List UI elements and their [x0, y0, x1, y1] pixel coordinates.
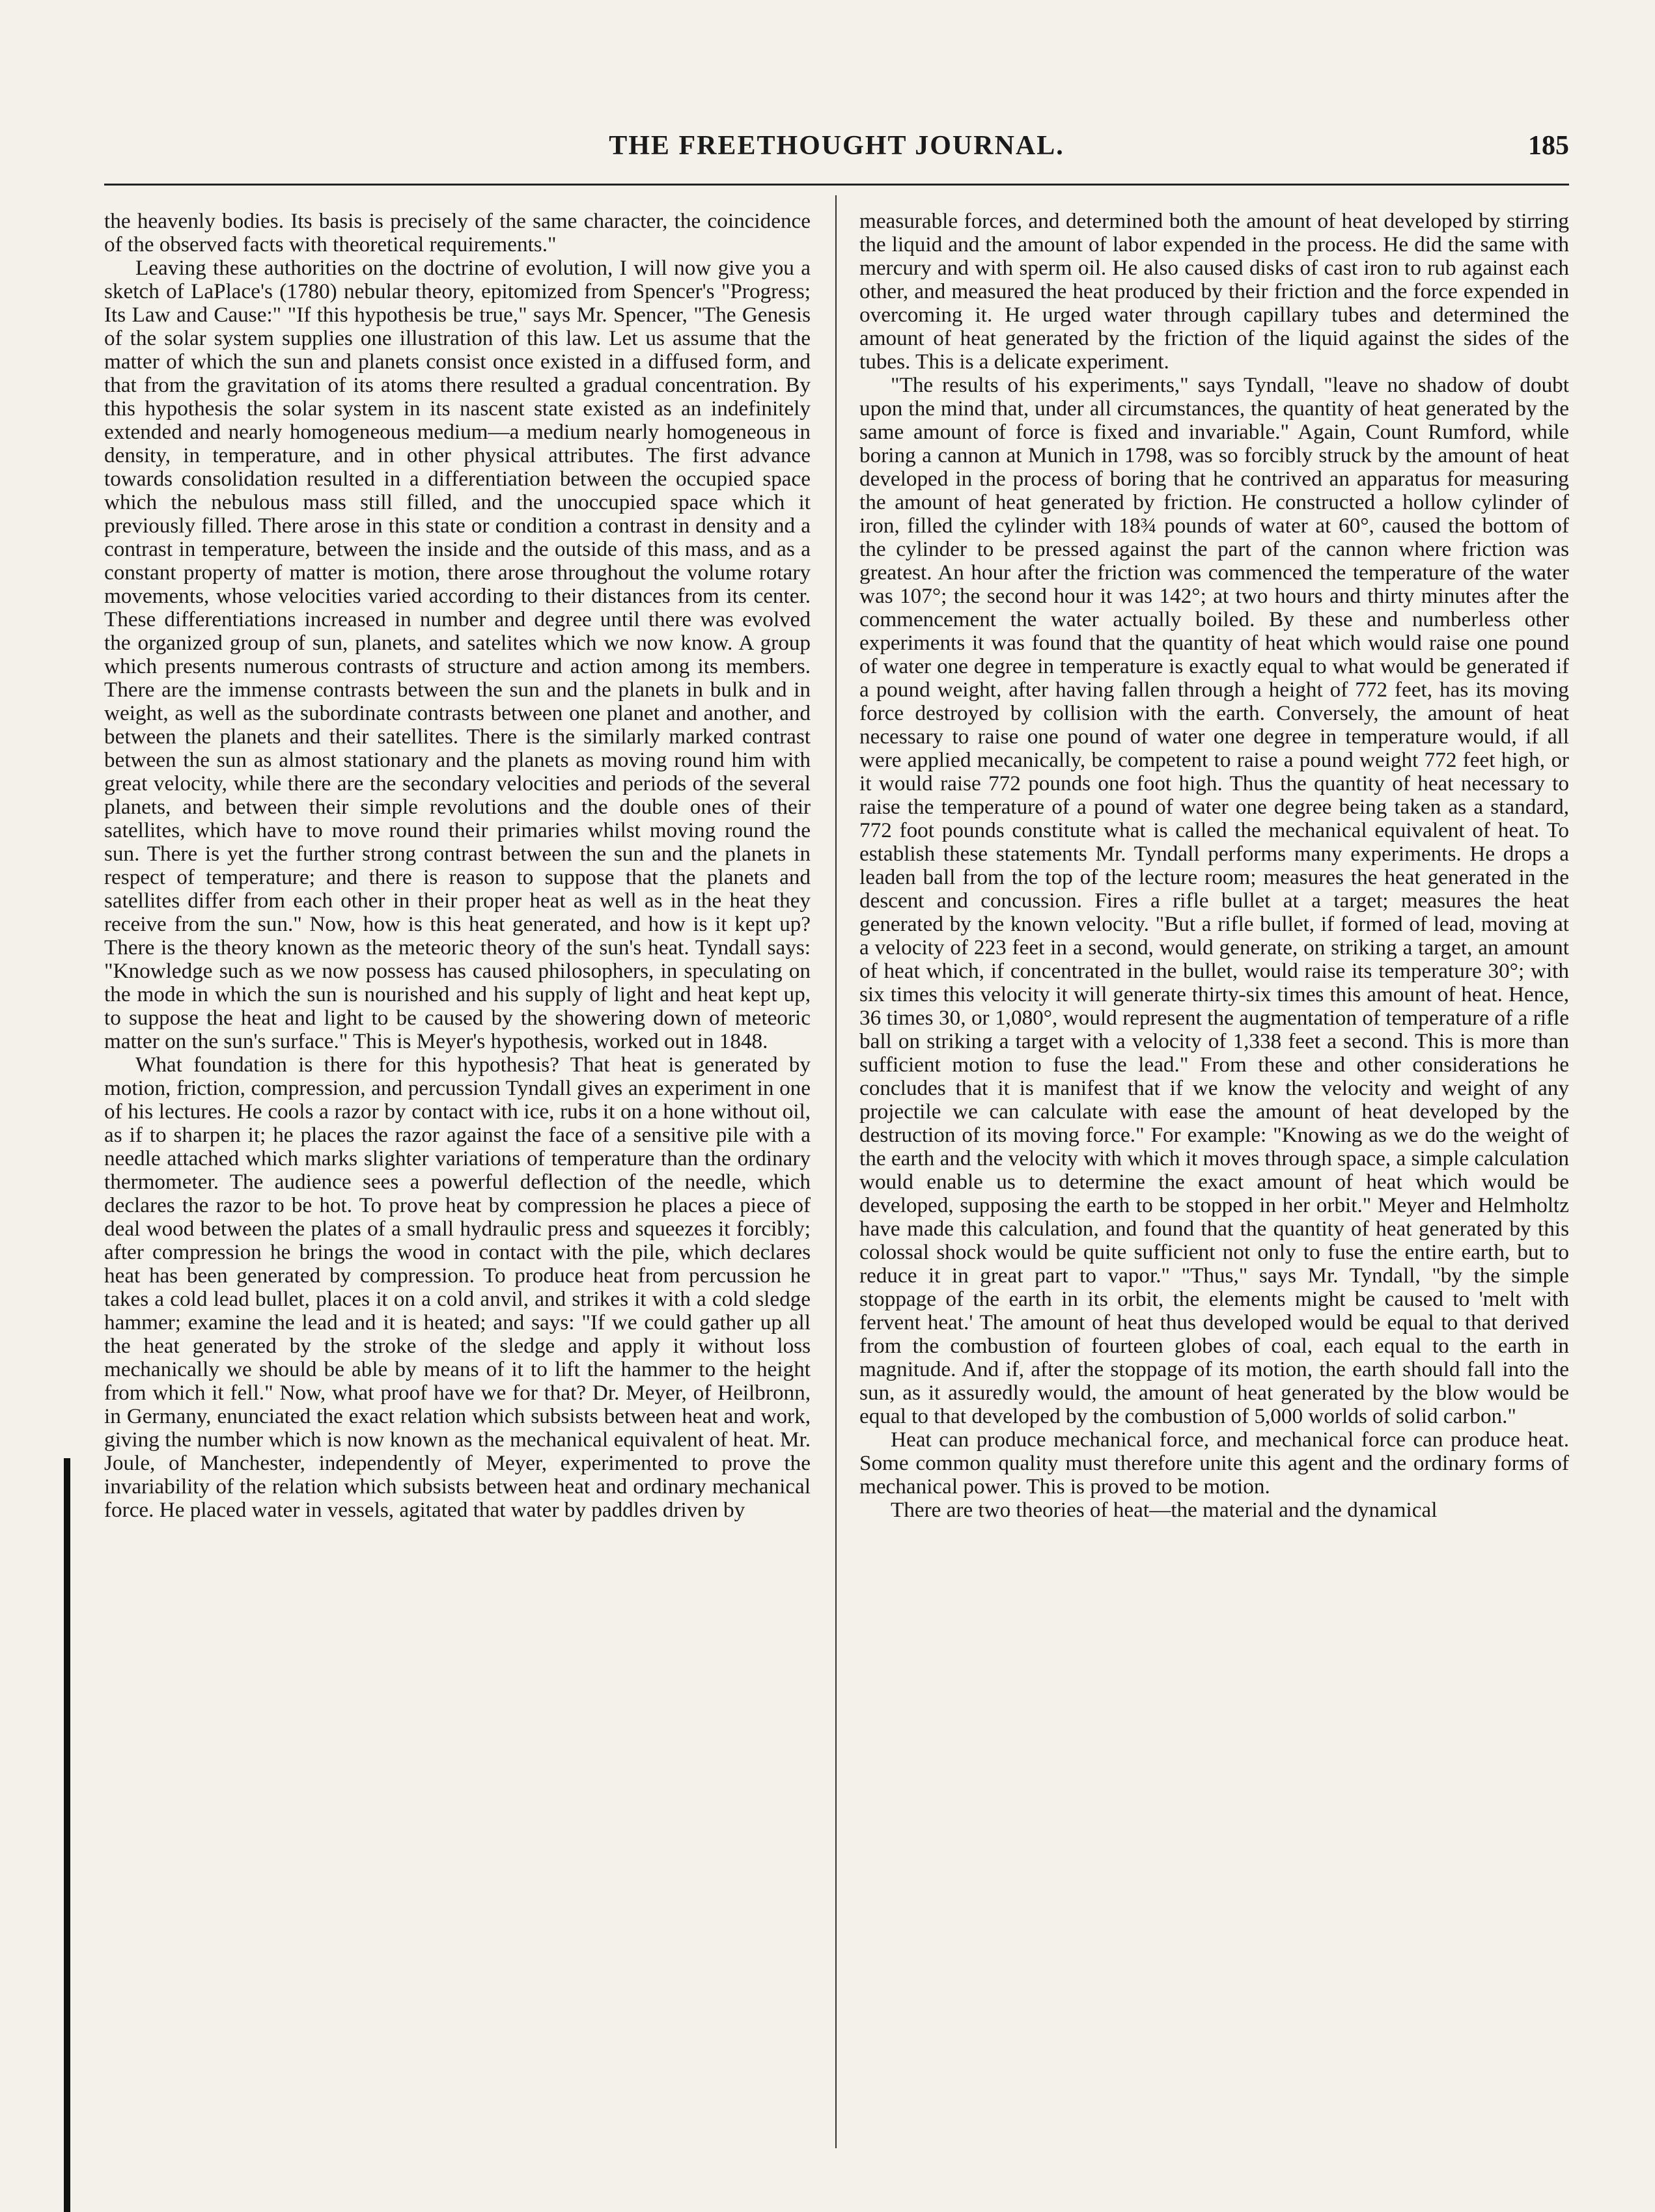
paragraph: "The results of his experiments," says Tyndall, "leave no shadow of doubt upon the mind that, under all circumstances, the quantity of heat generated by the same amount of force is fixed and invariable." Again, Count Rumford, while boring a cannon at Munich in 1798, was so forcibly struck by the amount of heat developed in the process of boring that he contrived an apparatus for measuring the amount of heat generated by friction. He constructed a hollow cylinder of iron, filled the cylinder with 18¾ pounds of water at 60°, caused the bottom of the cylinder to be pressed against the part of the cannon where friction was greatest. An hour after the friction was commenced the temperature of the water was 107°; the second hour it was 142°; at two hours and thirty minutes after the commencement the water actually boiled. By these and numberless other experiments it was found that the quantity of heat which would raise one pound of water one degree in temperature is exactly equal to what would be generated if a pound weight, after having fallen through a height of 772 feet, has its moving force destroyed by collision with the earth. Conversely, the amount of heat necessary to raise one pound of water one degree in temperature would, if all were applied mecanically, be competent to raise a pound weight 772 feet high, or it would raise 772 pounds one foot high. Thus the quantity of heat necessary to raise the temperature of a pound of water one degree being taken as a standard, 772 foot pounds constitute what is called the mechanical equivalent of heat. To establish these statements Mr. Tyndall performs many experiments. He drops a leaden ball from the top of the lecture room; measures the heat generated in the descent and concussion. Fires a rifle bullet at a target; measures the heat generated by the known velocity. "But a rifle bullet, if formed of lead, moving at a velocity of 223 feet in a second, would generate, on striking a target, an amount of heat which, if concentrated in the bullet, would raise its temperature 30°; with six times this velocity it will generate thirty-six times this amount of heat. Hence, 36 times 30, or 1,080°, would represent the augmentation of temperature of a rifle ball on striking a target with a velocity of 1,338 feet a second. This is more than sufficient motion to fuse the lead." From these and other considerations he concludes that it is manifest that if we know the velocity and weight of any projectile we can calculate with ease the amount of heat developed by the destruction of its moving force." For example: "Knowing as we do the weight of the earth and the velocity with which it moves through space, a simple calculation would enable us to determine the exact amount of heat which would be developed, supposing the earth to be stopped in her orbit." Meyer and Helmholtz have made this calculation, and found that the quantity of heat generated by this colossal shock would be quite sufficient not only to fuse the entire earth, but to reduce it in great part to vapor." "Thus," says Mr. Tyndall, "by the simple stoppage of the earth in its orbit, the elements might be caused to 'melt with fervent heat.' The amount of heat thus developed would be equal to that derived from the combustion of fourteen globes of coal, each equal to the earth in magnitude. And if, after the stoppage of its motion, the earth should fall into the sun, as it assuredly would, the amount of heat generated by the blow would be equal to that developed by the combustion of 5,000 worlds of solid carbon." [859, 373, 1569, 1428]
paragraph: There are two theories of heat—the material and the dynamical [891, 1498, 1438, 1522]
paragraph: the heavenly bodies. Its basis is precisely of the same character, the coincidence of the observed facts with theoretical requirements." [104, 210, 811, 256]
paragraph: Leaving these authorities on the doctrine of evolution, I will now give you a sketch of LaPlace's (1780) nebular theory, epitomized from Spencer's "Progress; Its Law and Cause:" "If this hypothesis be true," says Mr. Spencer, "The Genesis of the solar system supplies one illustration of this law. Let us assume that the matter of which the sun and planets consist once existed in a diffused form, and that from the gravitation of its atoms there resulted a gradual concentration. By this hypothesis the solar system in its nascent state existed as an indefinitely extended and nearly homogeneous medium—a medium nearly homogeneous in density, in temperature, and in other physical attributes. The first advance towards consolidation resulted in a differentiation between the occupied space which the nebulous mass still filled, and the unoccupied space which it previously filled. There arose in this state or condition a contrast in density and a contrast in temperature, between the inside and the outside of this mass, and as a constant property of matter is motion, there arose throughout the volume rotary movements, whose velocities varied according to their distances from its center. These differentiations increased in number and degree until there was evolved the organized group of sun, planets, and satelites which we now know. A group which presents numerous contrasts of structure and action among its members. There are the immense contrasts between the sun and the planets in bulk and in weight, as well as the subordinate contrasts between one planet and another, and between the planets and their satellites. There is the similarly marked contrast between the sun as almost stationary and the planets as moving round him with great velocity, while there are the secondary velocities and periods of the several planets, and between their simple revolutions and the double ones of their satellites, which have to move round their primaries whilst moving round the sun. There is yet the further strong contrast between the sun and the planets in respect of temperature; and there is reason to suppose that the planets and satellites differ from each other in their proper heat as well as in the heat they receive from the sun." Now, how is this heat generated, and how is it kept up? There is the theory known as the meteoric theory of the sun's heat. Tyndall says: "Knowledge such as we now possess has caused philosophers, in speculating on the mode in which the sun is nourished and his supply of light and heat kept up, to suppose the heat and light to be caused by the showering down of meteoric matter on the sun's surface." This is Meyer's hypothesis, worked out in 1848. [104, 256, 811, 1053]
left-column [104, 210, 811, 2163]
page-header [104, 130, 1569, 176]
paragraph: What foundation is there for this hypothesis? That heat is generated by motion, friction, compression, and percussion Tyndall gives an experiment in one of his lectures. He cools a razor by contact with ice, rubs it on a hone without oil, as if to sharpen it; he places the razor against the face of a sensitive pile with a needle attached which marks slighter variations of temperature than the ordinary thermometer. The audience sees a powerful deflection of the needle, which declares the razor to be hot. To prove heat by compression he places a piece of deal wood between the plates of a small hydraulic press and squeezes it forcibly; after compression he brings the wood in contact with the pile, which declares heat has been generated by compression. To produce heat from percussion he takes a cold lead bullet, places it on a cold anvil, and strikes it with a cold sledge hammer; examine the lead and it is heated; and says: "If we could gather up all the heat generated by the stroke of the sledge and apply it without loss mechanically we should be able by means of it to lift the hammer to the height from which it fell." Now, what proof have we for that? Dr. Meyer, of Heilbronn, in Germany, enunciated the exact relation which subsists between heat and work, giving the number which is now known as the mechanical equivalent of heat. Mr. Joule, of Manchester, independently of Meyer, experimented to prove the invariability of the relation which subsists between heat and ordinary mechanical force. He placed water in vessels, agitated that water by paddles driven by [104, 1053, 811, 1522]
header-rule [104, 184, 1569, 186]
page-number: 185 [1528, 131, 1569, 161]
column-divider [835, 195, 837, 2148]
paragraph: Heat can produce mechanical force, and mechanical force can produce heat. Some common quality must therefore unite this agent and the ordinary forms of mechanical power. This is proved to be motion. [859, 1428, 1569, 1499]
running-title: THE FREETHOUGHT JOURNAL. [609, 131, 1064, 161]
right-column [859, 210, 1569, 2163]
binding-edge-mark [64, 1458, 70, 2212]
paragraph: measurable forces, and determined both the amount of heat developed by stirring the liquid and the amount of labor expended in the process. He did the same with mercury and with sperm oil. He also caused disks of cast iron to rub against each other, and measured the heat produced by their friction and the force expended in overcoming it. He urged water through capillary tubes and determined the amount of heat generated by the friction of the liquid against the sides of the tubes. This is a delicate experiment. [859, 210, 1569, 374]
